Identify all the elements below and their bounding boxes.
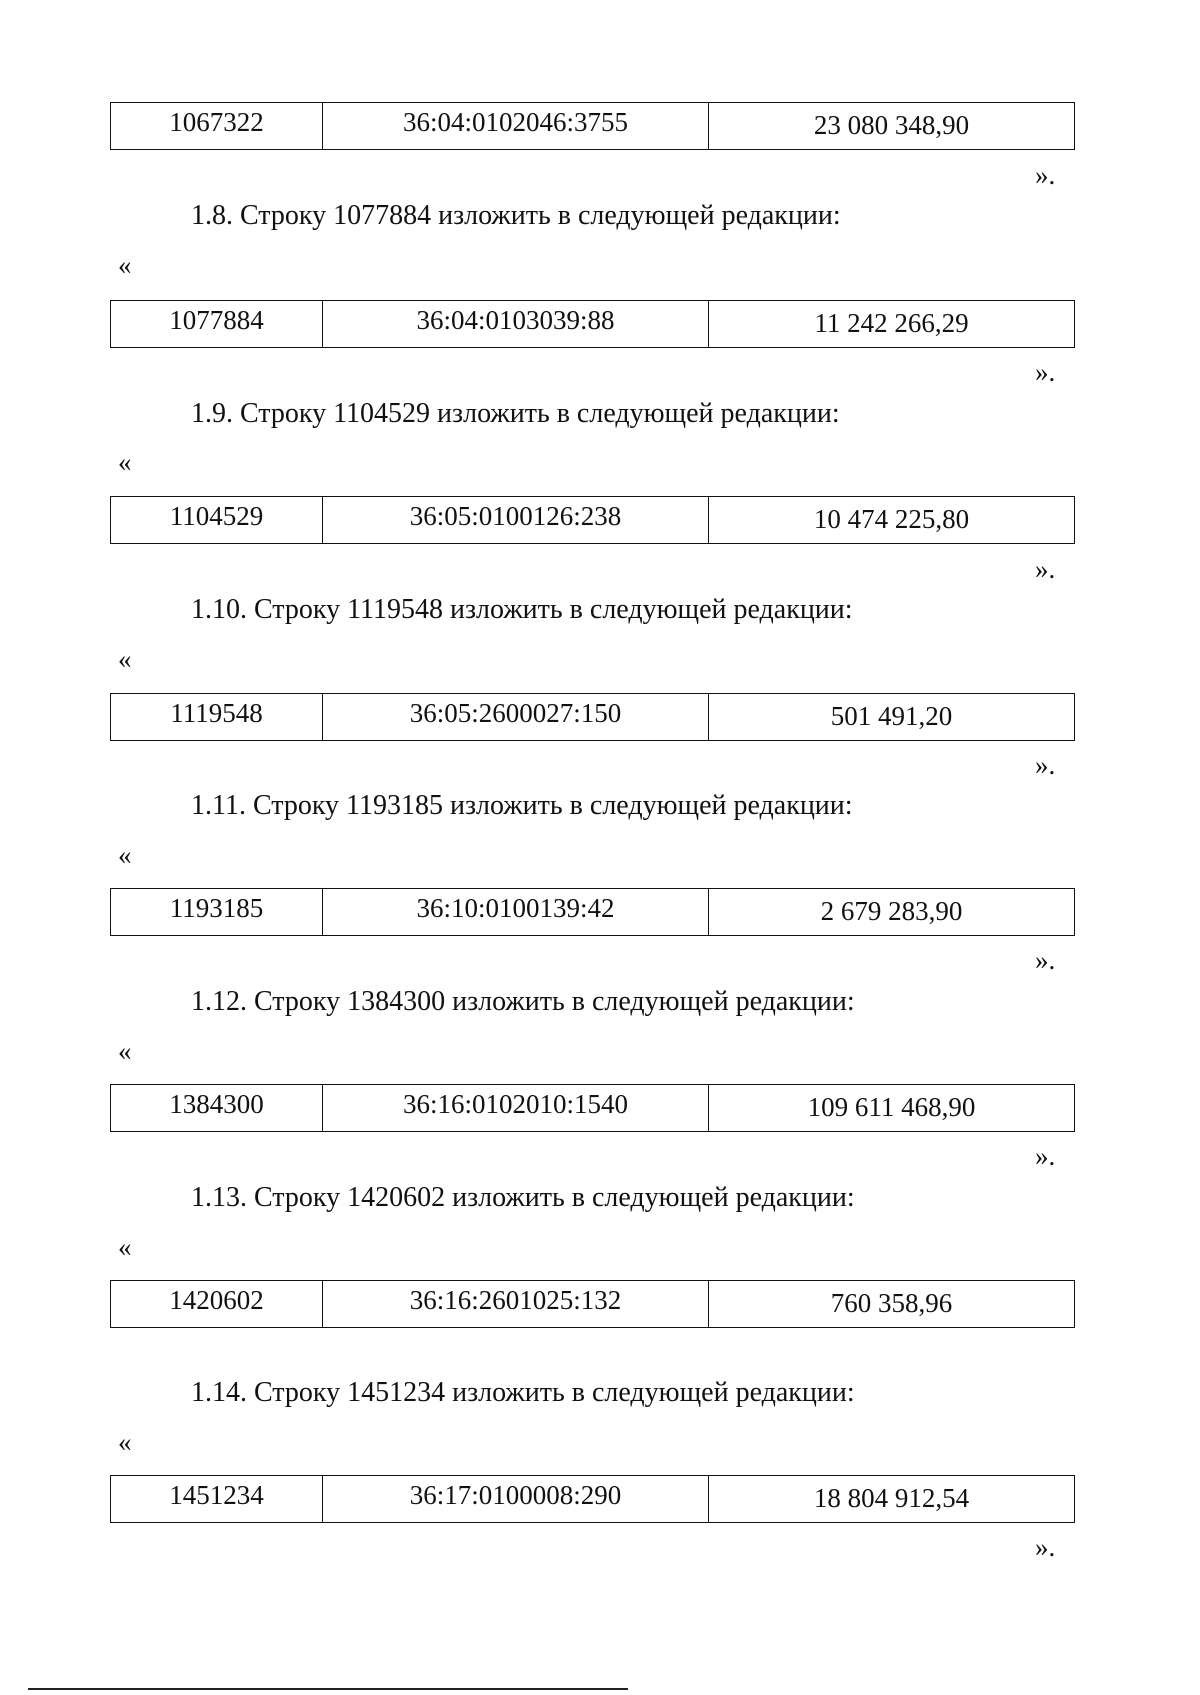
closing-quote: ». [1035, 554, 1056, 584]
instruction-text: 1.12. Строку 1384300 изложить в следующей редакции: [191, 986, 855, 1017]
cadastral-number: 36:04:0102046:3755 [323, 103, 709, 149]
cadastral-number: 36:05:2600027:150 [323, 694, 709, 740]
table-row [110, 1475, 1075, 1523]
closing-quote: ». [1035, 160, 1056, 190]
row-number: 1384300 [111, 1085, 323, 1131]
cadastral-value: 23 080 348,90 [813, 110, 970, 140]
cadastral-number: 36:10:0100139:42 [323, 889, 709, 935]
row-number: 1119548 [111, 694, 323, 740]
opening-quote: « [118, 447, 132, 477]
instruction-text: 1.10. Строку 1119548 изложить в следующей редакции: [191, 594, 853, 625]
opening-quote: « [118, 1232, 132, 1262]
opening-quote: « [118, 644, 132, 674]
table-row [110, 496, 1075, 544]
cadastral-value: 501 491,20 [830, 701, 953, 731]
closing-quote: ». [1035, 357, 1056, 387]
table-row [110, 1280, 1075, 1328]
row-number: 1193185 [111, 889, 323, 935]
instruction-text: 1.13. Строку 1420602 изложить в следующей редакции: [191, 1182, 855, 1213]
closing-quote: ». [1035, 945, 1056, 975]
opening-quote: « [118, 250, 132, 280]
cadastral-value: 760 358,96 [830, 1288, 953, 1318]
instruction-text: 1.8. Строку 1077884 изложить в следующей редакции: [191, 200, 841, 231]
row-number: 1420602 [111, 1281, 323, 1327]
cadastral-number: 36:16:0102010:1540 [323, 1085, 709, 1131]
cadastral-value: 109 611 468,90 [807, 1092, 976, 1122]
cadastral-value: 18 804 912,54 [813, 1483, 970, 1513]
table-row [110, 693, 1075, 741]
cadastral-value: 2 679 283,90 [820, 896, 963, 926]
opening-quote: « [118, 1427, 132, 1457]
row-number: 1077884 [111, 301, 323, 347]
closing-quote: ». [1035, 1532, 1056, 1562]
cadastral-number: 36:16:2601025:132 [323, 1281, 709, 1327]
opening-quote: « [118, 1036, 132, 1066]
cadastral-number: 36:04:0103039:88 [323, 301, 709, 347]
instruction-text: 1.9. Строку 1104529 изложить в следующей редакции: [191, 398, 840, 429]
instruction-text: 1.14. Строку 1451234 изложить в следующей редакции: [191, 1377, 855, 1408]
row-number: 1104529 [111, 497, 323, 543]
table-row [110, 102, 1075, 150]
bottom-rule [28, 1688, 628, 1690]
table-row [110, 300, 1075, 348]
closing-quote: ». [1035, 750, 1056, 780]
table-row [110, 888, 1075, 936]
instruction-text: 1.11. Строку 1193185 изложить в следующей редакции: [191, 790, 853, 821]
cadastral-value: 11 242 266,29 [814, 308, 969, 338]
opening-quote: « [118, 840, 132, 870]
table-row [110, 1084, 1075, 1132]
row-number: 1067322 [111, 103, 323, 149]
closing-quote: ». [1035, 1141, 1056, 1171]
cadastral-number: 36:17:0100008:290 [323, 1476, 709, 1522]
cadastral-value: 10 474 225,80 [813, 504, 970, 534]
row-number: 1451234 [111, 1476, 323, 1522]
cadastral-number: 36:05:0100126:238 [323, 497, 709, 543]
